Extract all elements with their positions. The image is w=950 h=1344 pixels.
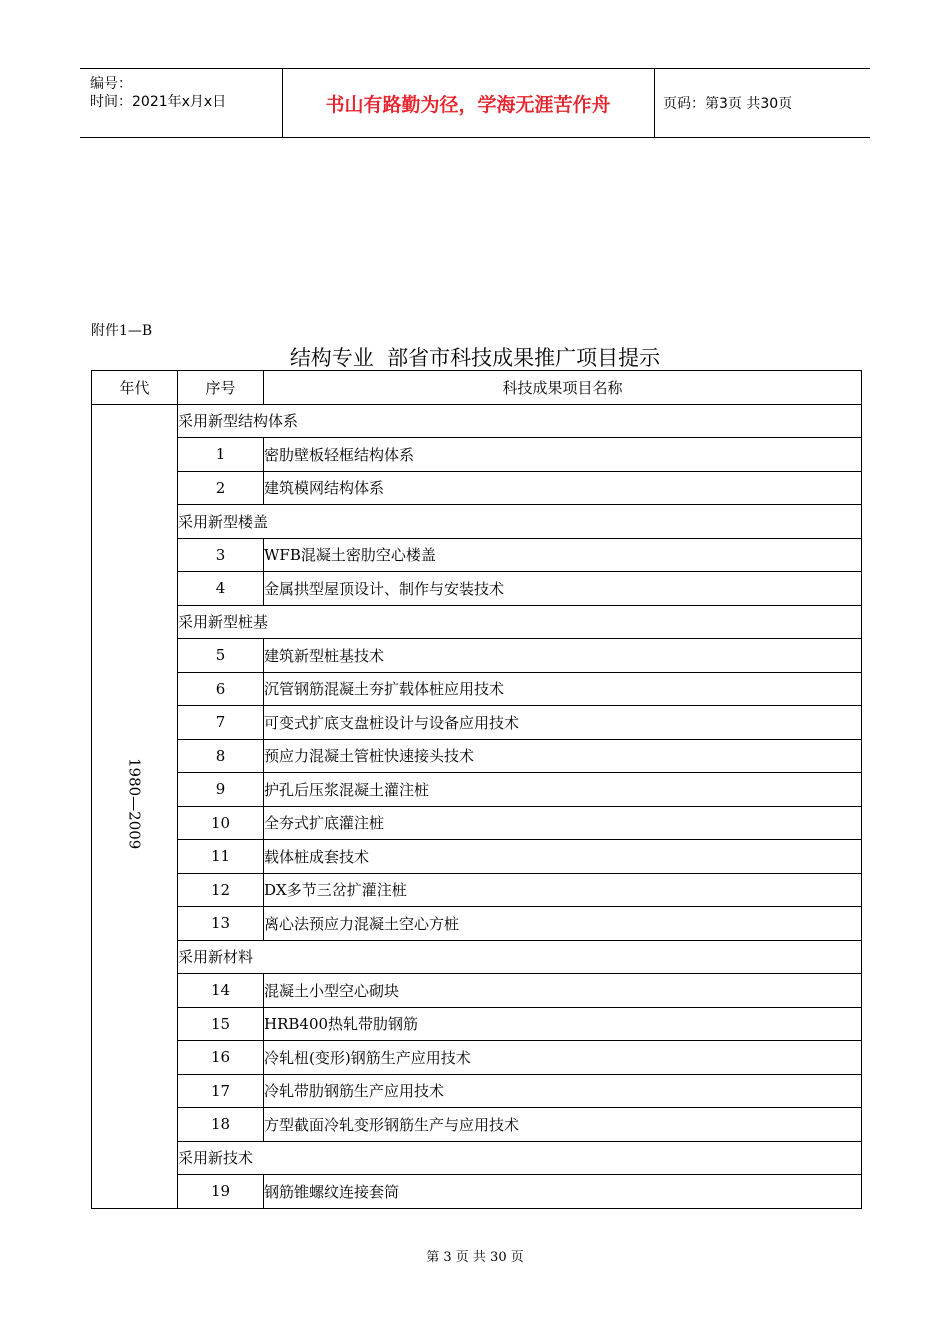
category-label: 采用新型结构体系 — [178, 404, 862, 438]
item-name: 护孔后压浆混凝土灌注桩 — [264, 773, 862, 807]
table-row — [92, 1108, 862, 1142]
table-header-row — [92, 371, 862, 405]
table-row — [92, 639, 862, 673]
attachment-label: 附件1—B — [91, 323, 153, 339]
category-row — [92, 1141, 862, 1175]
item-number: 19 — [178, 1175, 264, 1209]
item-name: 预应力混凝土管桩快速接头技术 — [264, 739, 862, 773]
category-row — [92, 404, 862, 438]
table-row — [92, 873, 862, 907]
table-row — [92, 974, 862, 1008]
table-row — [92, 706, 862, 740]
item-number: 13 — [178, 907, 264, 941]
item-name: HRB400热轧带肋钢筋 — [264, 1007, 862, 1041]
table-row — [92, 773, 862, 807]
table-row — [92, 672, 862, 706]
item-number: 18 — [178, 1108, 264, 1142]
category-row — [92, 605, 862, 639]
table-row — [92, 438, 862, 472]
item-number: 15 — [178, 1007, 264, 1041]
item-name: 建筑模网结构体系 — [264, 471, 862, 505]
item-name: 沉管钢筋混凝土夯扩载体桩应用技术 — [264, 672, 862, 706]
header-motto: 书山有路勤为径，学海无涯苦作舟 — [282, 69, 655, 137]
item-name: 冷轧杻(变形)钢筋生产应用技术 — [264, 1041, 862, 1075]
item-name: 全夯式扩底灌注桩 — [264, 806, 862, 840]
item-name: 钢筋锥螺纹连接套筒 — [264, 1175, 862, 1209]
number-label: 编号： — [90, 76, 132, 92]
item-name: 载体桩成套技术 — [264, 840, 862, 874]
item-name: 方型截面冷轧变形钢筋生产与应用技术 — [264, 1108, 862, 1142]
year-span-cell — [92, 404, 178, 1208]
item-name: 混凝土小型空心砌块 — [264, 974, 862, 1008]
table-row — [92, 572, 862, 606]
item-number: 17 — [178, 1074, 264, 1108]
item-number: 1 — [178, 438, 264, 472]
header-meta — [80, 69, 283, 137]
year-span-text: 1980—2009 — [125, 758, 144, 850]
project-table — [91, 370, 862, 1209]
item-number: 7 — [178, 706, 264, 740]
category-row — [92, 505, 862, 539]
table-row — [92, 739, 862, 773]
item-name: 离心法预应力混凝土空心方桩 — [264, 907, 862, 941]
item-number: 8 — [178, 739, 264, 773]
item-name: 可变式扩底支盘桩设计与设备应用技术 — [264, 706, 862, 740]
time-label: 时间：2021年x月x日 — [90, 94, 227, 110]
item-name: 密肋壁板轻框结构体系 — [264, 438, 862, 472]
table-row — [92, 1007, 862, 1041]
table-row — [92, 806, 862, 840]
category-label: 采用新型桩基 — [178, 605, 862, 639]
table-row — [92, 840, 862, 874]
table-row — [92, 1074, 862, 1108]
item-number: 16 — [178, 1041, 264, 1075]
item-number: 5 — [178, 639, 264, 673]
item-number: 11 — [178, 840, 264, 874]
table-row — [92, 471, 862, 505]
page-footer: 第 3 页 共 30 页 — [426, 1250, 524, 1265]
category-label: 采用新型楼盖 — [178, 505, 862, 539]
item-name: WFB混凝土密肋空心楼盖 — [264, 538, 862, 572]
table-row — [92, 1041, 862, 1075]
category-label: 采用新技术 — [178, 1141, 862, 1175]
header-number: 序号 — [178, 371, 264, 405]
table-row — [92, 1175, 862, 1209]
category-row — [92, 940, 862, 974]
item-name: 建筑新型桩基技术 — [264, 639, 862, 673]
table-row — [92, 907, 862, 941]
header-year: 年代 — [92, 371, 178, 405]
page-header — [80, 68, 870, 138]
item-name: 冷轧带肋钢筋生产应用技术 — [264, 1074, 862, 1108]
item-number: 10 — [178, 806, 264, 840]
document-title: 结构专业 部省市科技成果推广项目提示 — [289, 346, 661, 370]
item-number: 14 — [178, 974, 264, 1008]
item-number: 12 — [178, 873, 264, 907]
item-number: 4 — [178, 572, 264, 606]
item-number: 6 — [178, 672, 264, 706]
header-name: 科技成果项目名称 — [264, 371, 862, 405]
item-number: 3 — [178, 538, 264, 572]
item-name: 金属拱型屋顶设计、制作与安装技术 — [264, 572, 862, 606]
category-label: 采用新材料 — [178, 940, 862, 974]
header-page-info: 页码：第3页 共30页 — [663, 96, 793, 112]
table-row — [92, 538, 862, 572]
item-name: DX多节三岔扩灌注桩 — [264, 873, 862, 907]
item-number: 9 — [178, 773, 264, 807]
item-number: 2 — [178, 471, 264, 505]
